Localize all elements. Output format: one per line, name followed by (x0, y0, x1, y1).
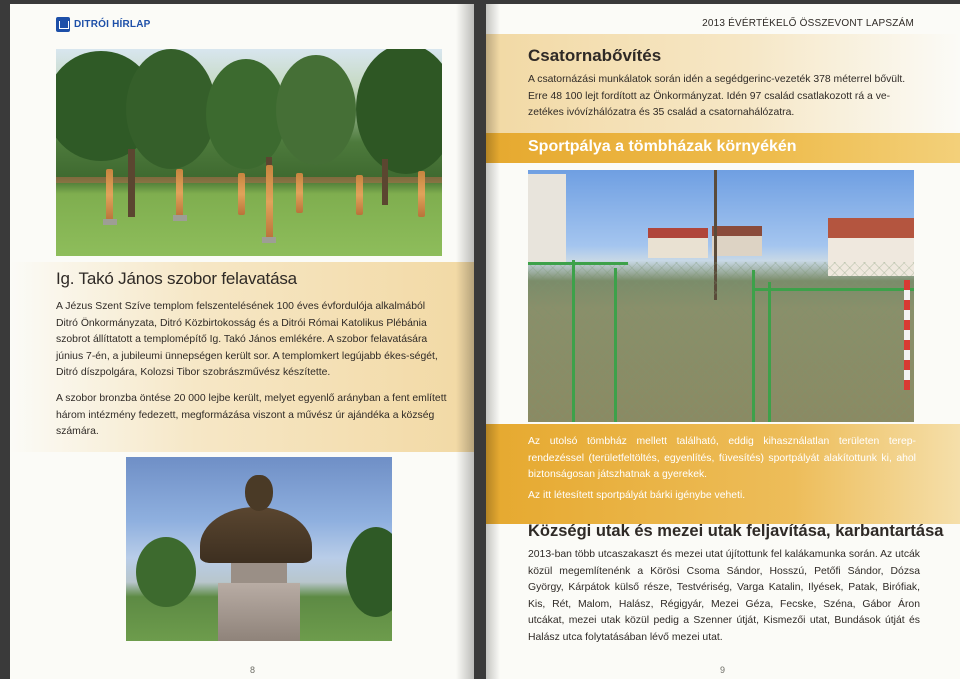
brand (56, 17, 151, 32)
left-page (10, 4, 474, 679)
photo-caption: Az itt létesített sportpályát bárki igénybe veheti. (528, 490, 746, 501)
post-base (262, 237, 276, 243)
paragraph: A csatornázási munkálatok során idén a segédgerinc-vezeték 378 méterrel bővült. Erre 48 100 lejt fordított az Önkormányzat. Idén 97 család csatlakozott rá a ve-zetékes ivóvízhálózatra és 35 család a csatornahálózatra. (528, 74, 906, 119)
tree-trunk (382, 159, 388, 205)
roof (712, 226, 762, 236)
house (712, 234, 762, 256)
tree-trunk (128, 149, 135, 217)
bust-photo (126, 457, 392, 641)
section-title: Csatornabővítés (528, 46, 662, 65)
fence-post (572, 260, 575, 422)
page-number: 9 (720, 665, 726, 675)
fence-mesh (528, 262, 914, 422)
building (528, 174, 566, 264)
tree (206, 59, 286, 169)
carved-post (176, 169, 183, 217)
tree (126, 49, 216, 169)
tree (356, 49, 442, 174)
section-title: Sportpálya a tömbházak környékén (528, 138, 797, 155)
carved-post (356, 175, 363, 215)
right-page (486, 4, 960, 679)
roof (828, 218, 914, 238)
tree (346, 527, 392, 617)
section-title: Községi utak és mezei utak feljavítása, karbantartása (528, 522, 944, 540)
fence-post (752, 270, 755, 422)
carved-post (418, 171, 425, 217)
carved-post (266, 165, 273, 239)
fence-post (768, 282, 771, 422)
tree (276, 55, 356, 165)
fence-rail (752, 288, 914, 291)
carved-post (296, 173, 303, 213)
post-base (173, 215, 187, 221)
tree (136, 537, 196, 607)
issue-header: 2013 ÉVÉRTÉKELŐ ÖSSZEVONT LAPSZÁM (702, 18, 914, 29)
bust-shoulders (200, 507, 312, 563)
sports-field-photo (528, 170, 914, 422)
park-photo (56, 49, 442, 256)
fence-post (614, 268, 617, 422)
section-title: Ig. Takó János szobor felavatása (56, 269, 297, 288)
coat-of-arms-icon (56, 17, 70, 32)
page-number: 8 (250, 665, 256, 675)
fold-shadow (456, 4, 474, 679)
fence-rail (528, 262, 628, 265)
paragraph: 2013-ban több utcaszakaszt és mezei utat újítottunk fel kalákamunka során. Az utcák közül megemlítenénk a Körösi Csoma Sándor, Hosszú, Petőfi Sándor, Dózsa György, Kárpátok külső része, Testvériség, Varga Katalin, Ilyések, Patak, Birófiak, Kis, Rét, Malom, Halász, Régigyár, Mezei Géza, Fecske, Széna, Gábor Áron utcákat, mezei utak közül pedig a Szenner útját, Kismezői utat, Bundások útját és Halász utca folytatásában lévő mezei utat. (528, 549, 920, 643)
pedestal-top (231, 563, 287, 583)
fold-shadow (486, 4, 500, 679)
barrier-post (904, 280, 910, 390)
paragraph: A Jézus Szent Szíve templom felszentelésének 100 éves évfordulója alkalmából Ditró Önkormányzata, Ditró Közbirtokosság és a Ditrói Római Katolikus Plébánia szobrot állíttatott a templomépítő Ig. Takó János emlékére. A szobor felavatására június 7-én, a jubileumi ünnepségen került sor. A templomkert legújabb ékes-ségét, Ditró díszpolgára, Kolozsi Tibor szobrászművész készítette. (56, 301, 438, 379)
brand-name: DITRÓI HÍRLAP (74, 19, 151, 30)
paragraph: A szobor bronzba öntése 20 000 lejbe került, melyet egyenlő arányban a fent említett három intézmény fedezett, megformázása viszont a művész úr ajándéka a község számára. (56, 393, 447, 438)
house (648, 236, 708, 258)
carved-post (106, 169, 113, 221)
carved-post (238, 173, 245, 215)
pedestal (218, 583, 300, 641)
bust-head (245, 475, 273, 511)
roof (648, 228, 708, 238)
photo-caption: Az utolsó tömbház mellett található, eddig kihasználatlan területen terep-rendezéssel (területfeltöltés, egyenlítés, füvesítés) sportpályát alakítottunk ki, ahol biztonságosan játszhatnak a gyerekek. (528, 436, 916, 481)
post-base (103, 219, 117, 225)
